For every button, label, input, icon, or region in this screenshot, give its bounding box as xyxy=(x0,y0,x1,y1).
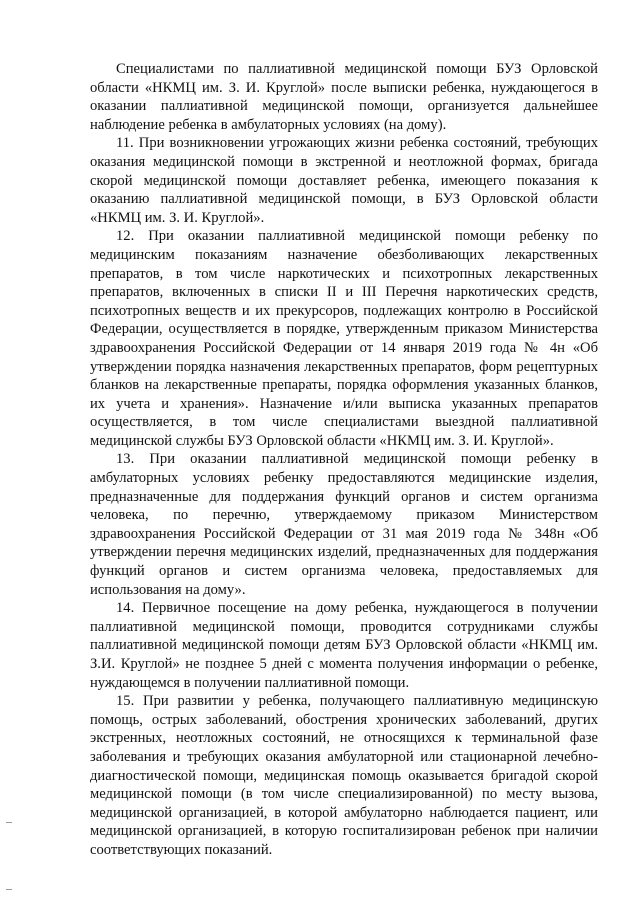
paragraph-13-medical-devices: 13. При оказании паллиативной медицинской помощи ребенку в амбулаторных условиях ребенку предоставляются медицинские изделия, предназначенные для поддержания функций органов и систем организма человека, по перечню, утверждаемому приказом Министерством здравоохранения Российской Федерации от 31 мая 2019 года № 348н «Об утверждении перечня медицинских изделий, предназначенных для поддержания функций органов и систем организма человека, предоставляемых для использования на дому». xyxy=(90,451,598,598)
scan-artifact-mark xyxy=(6,822,12,823)
paragraph-11-emergency: 11. При возникновении угрожающих жизни ребенка состояний, требующих оказания медицинской помощи в экстренной и неотложной формах, бригада скорой медицинской помощи доставляет ребенка, имеющего показания к оказанию паллиативной медицинской помощи, в БУЗ Орловской области «НКМЦ им. З. И. Круглой». xyxy=(90,135,598,226)
paragraph-followup-care: Специалистами по паллиативной медицинской помощи БУЗ Орловской области «НКМЦ им. З. И. Круглой» после выписки ребенка, нуждающегося в оказании паллиативной медицинской помощи, организуется дальнейшее наблюдение ребенка в амбулаторных условиях (на дому). xyxy=(90,61,598,133)
paragraph-15-acute-conditions: 15. При развитии у ребенка, получающего паллиативную медицинскую помощь, острых заболеваний, обострения хронических заболеваний, других экстренных, неотложных состояний, не относящихся к терминальной фазе заболевания и требующих оказания амбулаторной или стационарной лечебно-диагностической помощи, медицинская помощь оказывается бригадой скорой медицинской помощи (в том числе специализированной) по месту вызова, медицинской организацией, в которой амбулаторно наблюдается пациент, или медицинской организацией, в которую госпитализирован ребенок при наличии соответствующих показаний. xyxy=(90,693,598,858)
scan-artifact-mark xyxy=(6,889,12,890)
paragraph-12-analgesics: 12. При оказании паллиативной медицинской помощи ребенку по медицинским показаниям назначение обезболивающих лекарственных препаратов, в том числе наркотических и психотропных лекарственных препаратов, включенных в списки II и III Перечня наркотических средств, психотропных веществ и их прекурсоров, подлежащих контролю в Российской Федерации, осуществляется в порядке, утвержденным приказом Министерства здравоохранения Российской Федерации от 14 января 2019 года № 4н «Об утверждении порядка назначения лекарственных препаратов, форм рецептурных бланков на лекарственные препараты, порядка оформления указанных бланков, их учета и хранения». Назначение и/или выписка указанных препаратов осуществляется, в том числе специалистами выездной паллиативной медицинской службы БУЗ Орловской области «НКМЦ им. З. И. Круглой». xyxy=(90,228,598,449)
document-body xyxy=(90,60,598,860)
paragraph-14-first-visit: 14. Первичное посещение на дому ребенка, нуждающегося в получении паллиативной медицинской помощи, проводится сотрудниками службы паллиативной медицинской помощи детям БУЗ Орловской области «НКМЦ им. З.И. Круглой» не позднее 5 дней с момента получения информации о ребенке, нуждающемся в получении паллиативной помощи. xyxy=(90,600,598,691)
